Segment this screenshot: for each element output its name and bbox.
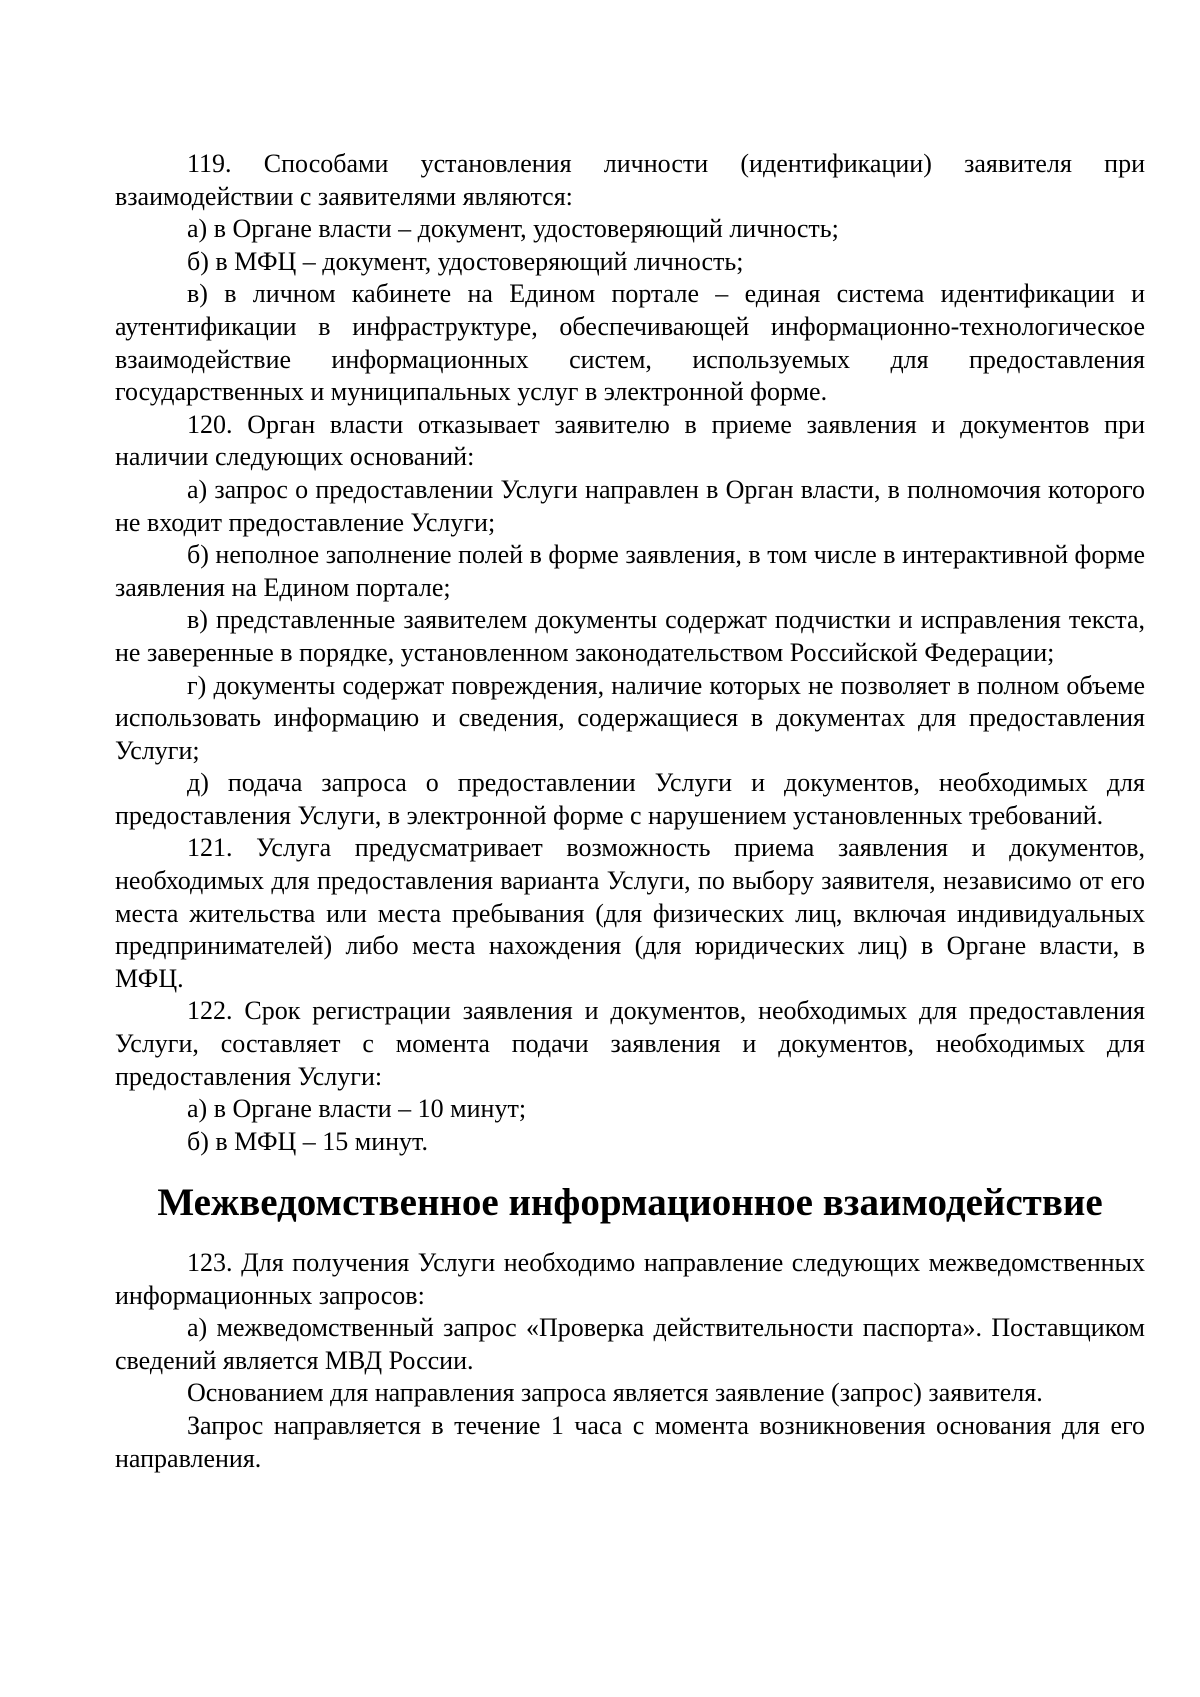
paragraph-119-v: в) в личном кабинете на Едином портале – единая система идентификации и аутентификации в инфраструктуре, обеспечивающей информационно-технологическое взаимодействие информационных систем, используемых для предоставления государственных и муниципальных услуг в электронной форме. [115,279,1145,407]
paragraph-123-timing: Запрос направляется в течение 1 часа с момента возникновения основания для его направления. [115,1410,1145,1473]
paragraph-120-b: б) неполное заполнение полей в форме заявления, в том числе в интерактивной форме заявления на Едином портале; [115,540,1145,602]
paragraph-123-a: а) межведомственный запрос «Проверка действительности паспорта». Поставщиком сведений является МВД России. [115,1313,1145,1375]
paragraph-122: 122. Срок регистрации заявления и документов, необходимых для предоставления Услуги, составляет с момента подачи заявления и документов, необходимых для предоставления Услуги: [115,996,1145,1091]
paragraph-122-b: б) в МФЦ – 15 минут. [187,1126,428,1156]
paragraph-121: 121. Услуга предусматривает возможность приема заявления и документов, необходимых для предоставления варианта Услуги, по выбору заявителя, независимо от его места жительства или места пребывания (для физических лиц, включая индивидуальных предпринимателей) либо места нахождения (для юридических лиц) в Органе власти, в МФЦ. [115,833,1145,993]
paragraph-120-g: г) документы содержат повреждения, наличие которых не позволяет в полном объеме использовать информацию и сведения, содержащиеся в документах для предоставления Услуги; [115,670,1145,765]
document-page [115,148,1145,1475]
paragraph-122-a: а) в Органе власти – 10 минут; [187,1094,527,1124]
paragraph-119-a: а) в Органе власти – документ, удостоверяющий личность; [187,214,839,244]
paragraph-120-v: в) представленные заявителем документы содержат подчистки и исправления текста, не заверенные в порядке, установленном законодательством Российской Федерации; [115,605,1145,667]
paragraph-120: 120. Орган власти отказывает заявителю в приеме заявления и документов при наличии следующих оснований: [115,409,1145,472]
paragraph-123: 123. Для получения Услуги необходимо направление следующих межведомственных информационных запросов: [115,1248,1145,1310]
section-heading: Межведомственное информационное взаимодействие [157,1181,1103,1225]
paragraph-123-basis: Основанием для направления запроса является заявление (запрос) заявителя. [187,1378,1043,1408]
paragraph-120-d: д) подача запроса о предоставлении Услуги и документов, необходимых для предоставления Услуги, в электронной форме с нарушением установленных требований. [115,768,1145,830]
paragraph-119-b: б) в МФЦ – документ, удостоверяющий личность; [187,246,744,276]
paragraph-120-a: а) запрос о предоставлении Услуги направлен в Орган власти, в полномочия которого не входит предоставление Услуги; [115,474,1145,537]
paragraph-119: 119. Способами установления личности (идентификации) заявителя при взаимодействии с заявителями являются: [115,149,1145,211]
